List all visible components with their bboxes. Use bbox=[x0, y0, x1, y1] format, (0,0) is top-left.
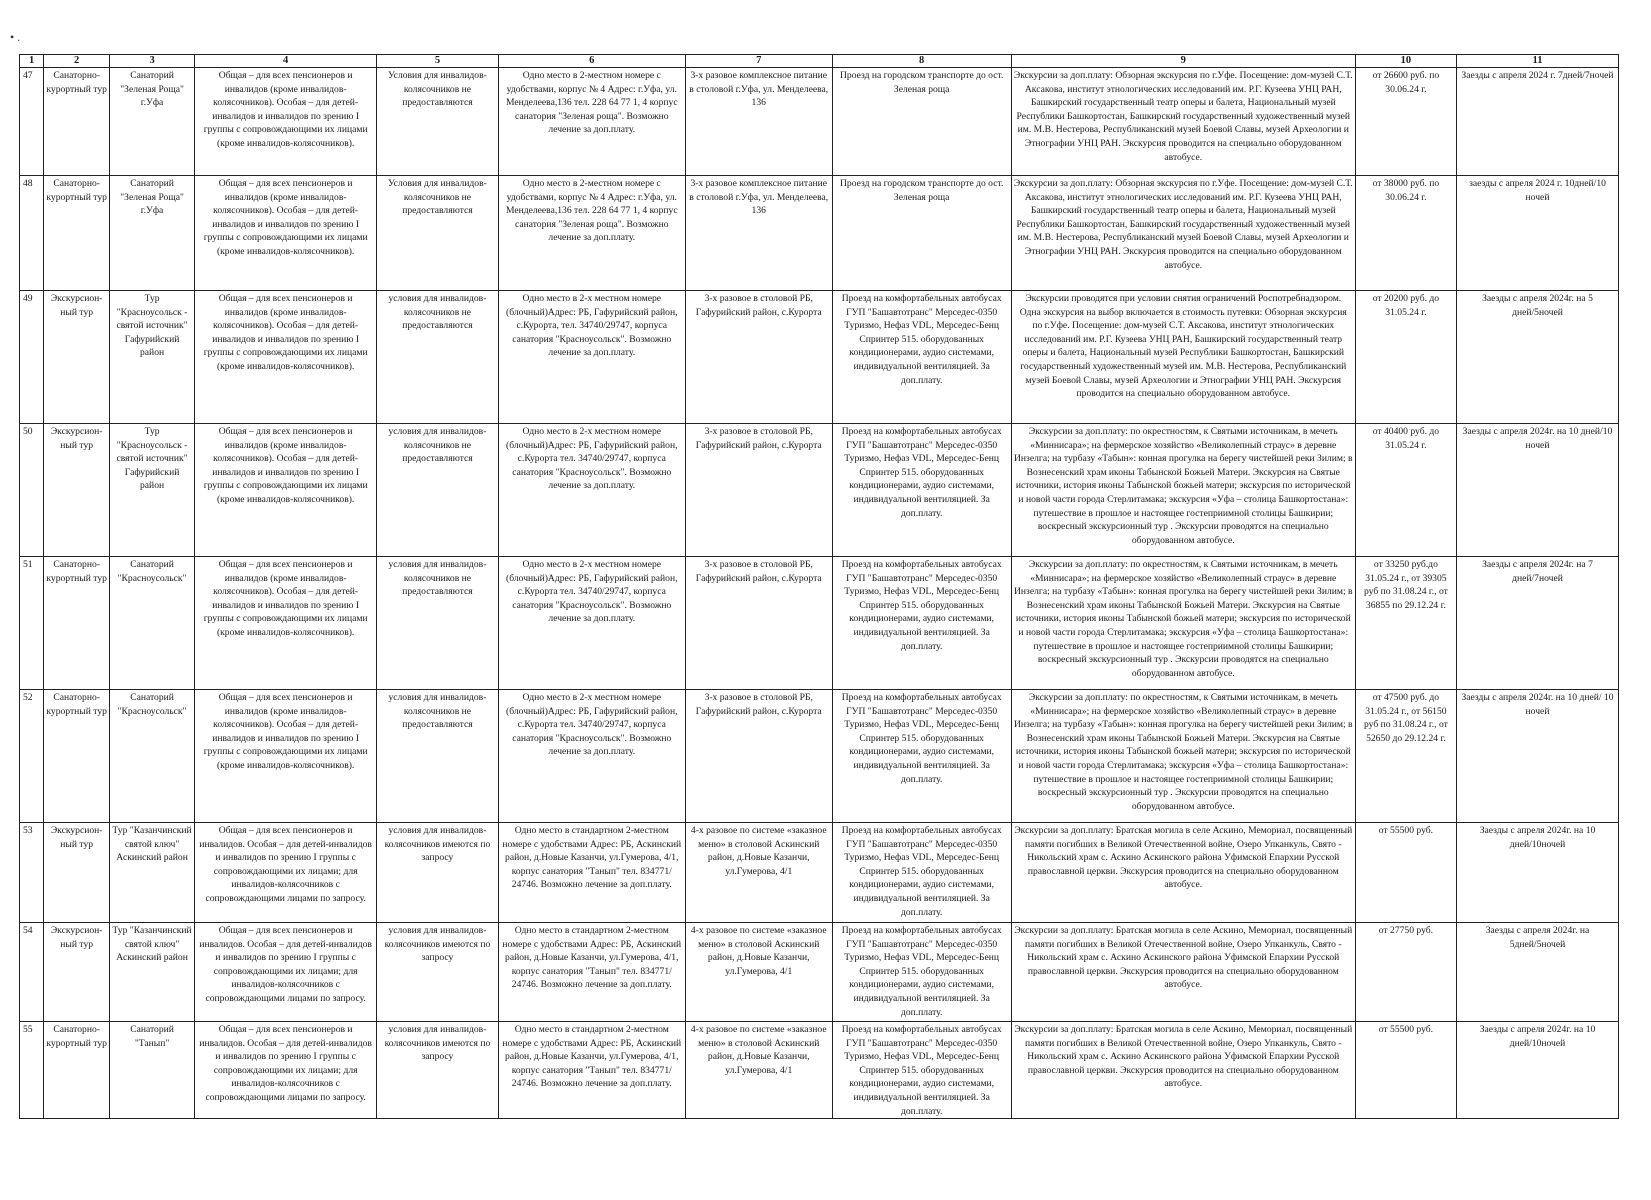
cell-meals: 3-х разовое комплексное питание в столовой г.Уфа, ул. Менделеева, 136 bbox=[685, 176, 832, 291]
scan-mark: • . bbox=[10, 30, 21, 44]
cell-eligibility: Общая – для всех пенсионеров и инвалидов (кроме инвалидов-колясочников). Особая – для детей-инвалидов и инвалидов по зрению I группы с сопровождающими их лицами (кроме инвалидов-колясочников). bbox=[195, 176, 377, 291]
table-row bbox=[20, 690, 1619, 823]
cell-tour-type: Экскурсион-ный тур bbox=[44, 291, 110, 424]
cell-accommodation: Одно место в стандартном 2-местном номере с удобствами Адрес: РБ, Аскинский район, д.Новые Казанчи, ул.Гумерова, 4/1, корпус санатория "Танып" тел. 834771/ 24746. Возможно лечение за доп.плату. bbox=[498, 923, 685, 1022]
cell-tour-name: Санаторий "Танып" bbox=[110, 1022, 195, 1119]
cell-row-number: 47 bbox=[20, 68, 44, 176]
cell-wheelchair-conditions: условия для инвалидов-колясочников имеются по запросу bbox=[377, 1022, 498, 1119]
column-header: 8 bbox=[832, 55, 1011, 68]
table-row bbox=[20, 557, 1619, 690]
cell-transport: Проезд на городском транспорте до ост. Зеленая роща bbox=[832, 176, 1011, 291]
cell-tour-name: Тур "Красноусольск - святой источник" Гафурийский район bbox=[110, 424, 195, 557]
table-row bbox=[20, 424, 1619, 557]
cell-meals: 4-х разовое по системе «заказное меню» в столовой Аскинский район, д.Новые Казанчи, ул.Гумерова, 4/1 bbox=[685, 923, 832, 1022]
cell-arrival-dates: Заезды с апреля 2024г. на 5дней/5ночей bbox=[1457, 923, 1619, 1022]
cell-tour-type: Санаторно-курортный тур bbox=[44, 690, 110, 823]
cell-tour-name: Санаторий "Красноусольск" bbox=[110, 557, 195, 690]
cell-transport: Проезд на комфортабельных автобусах ГУП "Башавтотранс" Мерседес-0350 Туризмо, Нефаз VDL, Мерседес-Бенц Спринтер 515. оборудованных кондиционерами, аудио системами, индивидуальной вентиляцией. За доп.плату. bbox=[832, 557, 1011, 690]
cell-tour-name: Санаторий "Зеленая Роща" г.Уфа bbox=[110, 68, 195, 176]
cell-accommodation: Одно место в 2-х местном номере (блочный)Адрес: РБ, Гафурийский район, с.Курорта тел. 34740/29747, корпуса санатория "Красноусольск". Возможно лечение за доп.плату. bbox=[498, 424, 685, 557]
cell-meals: 4-х разовое по системе «заказное меню» в столовой Аскинский район, д.Новые Казанчи, ул.Гумерова, 4/1 bbox=[685, 1022, 832, 1119]
cell-price: от 38000 руб. по 30.06.24 г. bbox=[1355, 176, 1456, 291]
cell-arrival-dates: Заезды с апреля 2024г. на 7 дней/7ночей bbox=[1457, 557, 1619, 690]
cell-row-number: 53 bbox=[20, 823, 44, 923]
cell-meals: 3-х разовое в столовой РБ, Гафурийский район, с.Курорта bbox=[685, 424, 832, 557]
cell-meals: 3-х разовое в столовой РБ, Гафурийский район, с.Курорта bbox=[685, 557, 832, 690]
cell-arrival-dates: заезды с апреля 2024 г. 10дней/10 ночей bbox=[1457, 176, 1619, 291]
cell-wheelchair-conditions: Условия для инвалидов-колясочников не предоставляются bbox=[377, 176, 498, 291]
cell-price: от 26600 руб. по 30.06.24 г. bbox=[1355, 68, 1456, 176]
column-header: 6 bbox=[498, 55, 685, 68]
cell-excursions: Экскурсии за доп.плату: Братская могила в селе Аскино, Мемориал, посвященный памяти погибших в Великой Отечественной войне, Озеро Упканкуль, Свято - Никольский храм с. Аскино Аскинского района Уфимской Епархии Русской православной церкви. Экскурсия проводится на специально оборудованном автобусе. bbox=[1011, 1022, 1355, 1119]
cell-meals: 3-х разовое комплексное питание в столовой г.Уфа, ул. Менделеева, 136 bbox=[685, 68, 832, 176]
column-header: 9 bbox=[1011, 55, 1355, 68]
table-row bbox=[20, 291, 1619, 424]
cell-wheelchair-conditions: условия для инвалидов-колясочников не предоставляются bbox=[377, 557, 498, 690]
cell-row-number: 50 bbox=[20, 424, 44, 557]
cell-tour-name: Тур "Казанчинский святой ключ" Аскинский район bbox=[110, 823, 195, 923]
cell-row-number: 51 bbox=[20, 557, 44, 690]
cell-arrival-dates: Заезды с апреля 2024г. на 10 дней/10 ночей bbox=[1457, 424, 1619, 557]
cell-eligibility: Общая – для всех пенсионеров и инвалидов (кроме инвалидов-колясочников). Особая – для детей-инвалидов и инвалидов по зрению I группы с сопровождающими их лицами (кроме инвалидов-колясочников). bbox=[195, 68, 377, 176]
cell-transport: Проезд на комфортабельных автобусах ГУП "Башавтотранс" Мерседес-0350 Туризмо, Нефаз VDL, Мерседес-Бенц Спринтер 515. оборудованных кондиционерами, аудио системами, индивидуальной вентиляцией. За доп.плату. bbox=[832, 823, 1011, 923]
cell-transport: Проезд на комфортабельных автобусах ГУП "Башавтотранс" Мерседес-0350 Туризмо, Нефаз VDL, Мерседес-Бенц Спринтер 515. оборудованных кондиционерами, аудио системами, индивидуальной вентиляцией. За доп.плату. bbox=[832, 1022, 1011, 1119]
cell-tour-type: Санаторно-курортный тур bbox=[44, 557, 110, 690]
cell-eligibility: Общая – для всех пенсионеров и инвалидов (кроме инвалидов-колясочников). Особая – для детей-инвалидов и инвалидов по зрению I группы с сопровождающими их лицами (кроме инвалидов-колясочников). bbox=[195, 557, 377, 690]
cell-row-number: 54 bbox=[20, 923, 44, 1022]
table-row bbox=[20, 923, 1619, 1022]
cell-excursions: Экскурсии за доп.плату: по окрестностям, к Святыми источникам, в мечеть «Миннисара»; на фермерское хозяйство «Великолепный страус» в деревне Инзелга; на турбазу «Табын»: конная прогулка на берегу чистейшей реки Зилим; в Вознесенский храм иконы Табынской Божьей Матери. Экскурсия на Святые источники, история иконы Табынской божьей матери; экскурсия по исторической и новой части города Стерлитамака; экскурсия «Уфа – столица Башкортостана»: путешествие в прошлое и настоящее гостеприимной столицы Башкирии; воскресный экскурсионный тур . Экскурсии проводятся на специально оборудованном автобусе. bbox=[1011, 424, 1355, 557]
cell-tour-type: Экскурсион-ный тур bbox=[44, 923, 110, 1022]
cell-transport: Проезд на комфортабельных автобусах ГУП "Башавтотранс" Мерседес-0350 Туризмо, Нефаз VDL, Мерседес-Бенц Спринтер 515. оборудованных кондиционерами, аудио системами, индивидуальной вентиляцией. За доп.плату. bbox=[832, 690, 1011, 823]
cell-arrival-dates: Заезды с апреля 2024 г. 7дней/7ночей bbox=[1457, 68, 1619, 176]
cell-accommodation: Одно место в 2-местном номере с удобствами, корпус № 4 Адрес: г.Уфа, ул. Менделеева,136 тел. 228 64 77 1, 4 корпус санатория "Зеленая роща". Возможно лечение за доп.плату. bbox=[498, 176, 685, 291]
cell-meals: 3-х разовое в столовой РБ, Гафурийский район, с.Курорта bbox=[685, 690, 832, 823]
cell-eligibility: Общая – для всех пенсионеров и инвалидов. Особая – для детей-инвалидов и инвалидов по зрению I группы с сопровождающими их лицами; для инвалидов-колясочников с сопровождающими лицами по запросу. bbox=[195, 923, 377, 1022]
cell-price: от 40400 руб. до 31.05.24 г. bbox=[1355, 424, 1456, 557]
cell-accommodation: Одно место в стандартном 2-местном номере с удобствами Адрес: РБ, Аскинский район, д.Новые Казанчи, ул.Гумерова, 4/1, корпус санатория "Танып" тел. 834771/ 24746. Возможно лечение за доп.плату. bbox=[498, 1022, 685, 1119]
cell-row-number: 48 bbox=[20, 176, 44, 291]
cell-price: от 55500 руб. bbox=[1355, 1022, 1456, 1119]
cell-transport: Проезд на комфортабельных автобусах ГУП "Башавтотранс" Мерседес-0350 Туризмо, Нефаз VDL, Мерседес-Бенц Спринтер 515. оборудованных кондиционерами, аудио системами, индивидуальной вентиляцией. За доп.плату. bbox=[832, 424, 1011, 557]
cell-arrival-dates: Заезды с апреля 2024г. на 10 дней/ 10 ночей bbox=[1457, 690, 1619, 823]
table-row bbox=[20, 176, 1619, 291]
cell-eligibility: Общая – для всех пенсионеров и инвалидов (кроме инвалидов-колясочников). Особая – для детей-инвалидов и инвалидов по зрению I группы с сопровождающими их лицами (кроме инвалидов-колясочников). bbox=[195, 690, 377, 823]
cell-wheelchair-conditions: условия для инвалидов-колясочников не предоставляются bbox=[377, 690, 498, 823]
column-header: 10 bbox=[1355, 55, 1456, 68]
cell-tour-type: Санаторно-курортный тур bbox=[44, 1022, 110, 1119]
tours-table bbox=[19, 54, 1619, 1119]
cell-price: от 33250 руб.до 31.05.24 г., от 39305 руб по 31.08.24 г., от 36855 по 29.12.24 г. bbox=[1355, 557, 1456, 690]
cell-wheelchair-conditions: условия для инвалидов-колясочников имеются по запросу bbox=[377, 823, 498, 923]
cell-accommodation: Одно место в 2-х местном номере (блочный)Адрес: РБ, Гафурийский район, с.Курорта тел. 34740/29747, корпуса санатория "Красноусольск". Возможно лечение за доп.плату. bbox=[498, 690, 685, 823]
column-header: 3 bbox=[110, 55, 195, 68]
table-row bbox=[20, 1022, 1619, 1119]
header-row bbox=[20, 55, 1619, 68]
cell-tour-name: Тур "Казанчинский святой ключ" Аскинский район bbox=[110, 923, 195, 1022]
cell-price: от 55500 руб. bbox=[1355, 823, 1456, 923]
cell-transport: Проезд на городском транспорте до ост. Зеленая роща bbox=[832, 68, 1011, 176]
column-header: 11 bbox=[1457, 55, 1619, 68]
cell-excursions: Экскурсии проводятся при условии снятия ограничений Роспотребнадзором. Одна экскурсия на выбор включается в стоимость путевки: Обзорная экскурсия по г.Уфе. Посещение: дом-музей С.Т. Аксакова, институт этнологических исследований им. Р.Г. Кузеева УНЦ РАН, Башкирский государственный театр оперы и балета, Национальный музей Республики Башкортостан, Башкирский государственный художественный музей им. М.В. Нестерова, Республиканский музей Боевой Славы, музей Археологии и Этнографии УНЦ РАН. Экскурсия проводится на специально оборудованном автобусе. bbox=[1011, 291, 1355, 424]
cell-price: от 47500 руб. до 31.05.24 г., от 56150 руб по 31.08.24 г., от 52650 до 29.12.24 г. bbox=[1355, 690, 1456, 823]
cell-row-number: 52 bbox=[20, 690, 44, 823]
cell-tour-type: Санаторно-курортный тур bbox=[44, 68, 110, 176]
cell-excursions: Экскурсии за доп.плату: Братская могила в селе Аскино, Мемориал, посвященный памяти погибших в Великой Отечественной войне, Озеро Упканкуль, Свято - Никольский храм с. Аскино Аскинского района Уфимской Епархии Русской православной церкви. Экскурсия проводится на специально оборудованном автобусе. bbox=[1011, 823, 1355, 923]
cell-price: от 27750 руб. bbox=[1355, 923, 1456, 1022]
cell-transport: Проезд на комфортабельных автобусах ГУП "Башавтотранс" Мерседес-0350 Туризмо, Нефаз VDL, Мерседес-Бенц Спринтер 515. оборудованных кондиционерами, аудио системами, индивидуальной вентиляцией. За доп.плату. bbox=[832, 291, 1011, 424]
table-row bbox=[20, 823, 1619, 923]
cell-eligibility: Общая – для всех пенсионеров и инвалидов. Особая – для детей-инвалидов и инвалидов по зрению I группы с сопровождающими их лицами; для инвалидов-колясочников с сопровождающими лицами по запросу. bbox=[195, 823, 377, 923]
cell-tour-name: Тур "Красноусольск - святой источник" Гафурийский район bbox=[110, 291, 195, 424]
cell-meals: 3-х разовое в столовой РБ, Гафурийский район, с.Курорта bbox=[685, 291, 832, 424]
cell-tour-name: Санаторий "Зеленая Роща" г.Уфа bbox=[110, 176, 195, 291]
column-header: 7 bbox=[685, 55, 832, 68]
cell-eligibility: Общая – для всех пенсионеров и инвалидов. Особая – для детей-инвалидов и инвалидов по зрению I группы с сопровождающими их лицами; для инвалидов-колясочников с сопровождающими лицами по запросу. bbox=[195, 1022, 377, 1119]
cell-accommodation: Одно место в 2-местном номере с удобствами, корпус № 4 Адрес: г.Уфа, ул. Менделеева,136 тел. 228 64 77 1, 4 корпус санатория "Зеленая роща". Возможно лечение за доп.плату. bbox=[498, 68, 685, 176]
cell-accommodation: Одно место в 2-х местном номере (блочный)Адрес: РБ, Гафурийский район, с.Курорта, тел. 34740/29747, корпуса санатория "Красноусольск". Возможно лечение за доп.плату. bbox=[498, 291, 685, 424]
cell-wheelchair-conditions: условия для инвалидов-колясочников имеются по запросу bbox=[377, 923, 498, 1022]
cell-row-number: 55 bbox=[20, 1022, 44, 1119]
cell-eligibility: Общая – для всех пенсионеров и инвалидов (кроме инвалидов-колясочников). Особая – для детей-инвалидов и инвалидов по зрению I группы с сопровождающими их лицами (кроме инвалидов-колясочников). bbox=[195, 291, 377, 424]
cell-transport: Проезд на комфортабельных автобусах ГУП "Башавтотранс" Мерседес-0350 Туризмо, Нефаз VDL, Мерседес-Бенц Спринтер 515. оборудованных кондиционерами, аудио системами, индивидуальной вентиляцией. За доп.плату. bbox=[832, 923, 1011, 1022]
cell-tour-type: Экскурсион-ный тур bbox=[44, 823, 110, 923]
cell-excursions: Экскурсии за доп.плату: по окрестностям, к Святыми источникам, в мечеть «Миннисара»; на фермерское хозяйство «Великолепный страус» в деревне Инзелга; на турбазу «Табын»: конная прогулка на берегу чистейшей реки Зилим; в Вознесенский храм иконы Табынской Божьей Матери. Экскурсия на Святые источники, история иконы Табынской божьей матери; экскурсия по исторической и новой части города Стерлитамака; экскурсия «Уфа – столица Башкортостана»: путешествие в прошлое и настоящее гостеприимной столицы Башкирии; воскресный экскурсионный тур . Экскурсии проводятся на специально оборудованном автобусе. bbox=[1011, 557, 1355, 690]
cell-wheelchair-conditions: Условия для инвалидов-колясочников не предоставляются bbox=[377, 68, 498, 176]
cell-accommodation: Одно место в стандартном 2-местном номере с удобствами Адрес: РБ, Аскинский район, д.Новые Казанчи, ул.Гумерова, 4/1, корпус санатория "Танып" тел. 834771/ 24746. Возможно лечение за доп.плату. bbox=[498, 823, 685, 923]
cell-arrival-dates: Заезды с апреля 2024г. на 10 дней/10ночей bbox=[1457, 823, 1619, 923]
cell-tour-type: Экскурсион-ный тур bbox=[44, 424, 110, 557]
cell-excursions: Экскурсии за доп.плату: по окрестностям, к Святыми источникам, в мечеть «Миннисара»; на фермерское хозяйство «Великолепный страус» в деревне Инзелга; на турбазу «Табын»: конная прогулка на берегу чистейшей реки Зилим; в Вознесенский храм иконы Табынской Божьей Матери. Экскурсия на Святые источники, история иконы Табынской божьей матери; экскурсия по исторической и новой части города Стерлитамака; экскурсия «Уфа – столица Башкортостана»: путешествие в прошлое и настоящее гостеприимной столицы Башкирии; воскресный экскурсионный тур . Экскурсии проводятся на специально оборудованном автобусе. bbox=[1011, 690, 1355, 823]
cell-excursions: Экскурсии за доп.плату: Братская могила в селе Аскино, Мемориал, посвященный памяти погибших в Великой Отечественной войне, Озеро Упканкуль, Свято - Никольский храм с. Аскино Аскинского района Уфимской Епархии Русской православной церкви. Экскурсия проводится на специально оборудованном автобусе. bbox=[1011, 923, 1355, 1022]
column-header: 4 bbox=[195, 55, 377, 68]
cell-excursions: Экскурсии за доп.плату: Обзорная экскурсия по г.Уфе. Посещение: дом-музей С.Т. Аксакова, институт этнологических исследований им. Р.Г. Кузеева УНЦ РАН, Башкирский государственный театр оперы и балета, Национальный музей Республики Башкортостан, Башкирский государственный художественный музей им. М.В. Нестерова, Республиканский музей Боевой Славы, музей Археологии и Этнографии УНЦ РАН. Экскурсия проводится на специально оборудованном автобусе. bbox=[1011, 176, 1355, 291]
table-row bbox=[20, 68, 1619, 176]
cell-arrival-dates: Заезды с апреля 2024г. на 5 дней/5ночей bbox=[1457, 291, 1619, 424]
cell-tour-name: Санаторий "Красноусольск" bbox=[110, 690, 195, 823]
cell-excursions: Экскурсии за доп.плату: Обзорная экскурсия по г.Уфе. Посещение: дом-музей С.Т. Аксакова, институт этнологических исследований им. Р.Г. Кузеева УНЦ РАН, Башкирский государственный театр оперы и балета, Национальный музей Республики Башкортостан, Башкирский государственный художественный музей им. М.В. Нестерова, Республиканский музей Боевой Славы, музей Археологии и Этнографии УНЦ РАН. Экскурсия проводится на специально оборудованном автобусе. bbox=[1011, 68, 1355, 176]
column-header: 1 bbox=[20, 55, 44, 68]
cell-eligibility: Общая – для всех пенсионеров и инвалидов (кроме инвалидов-колясочников). Особая – для детей-инвалидов и инвалидов по зрению I группы с сопровождающими их лицами (кроме инвалидов-колясочников). bbox=[195, 424, 377, 557]
column-header: 2 bbox=[44, 55, 110, 68]
cell-row-number: 49 bbox=[20, 291, 44, 424]
cell-meals: 4-х разовое по системе «заказное меню» в столовой Аскинский район, д.Новые Казанчи, ул.Гумерова, 4/1 bbox=[685, 823, 832, 923]
column-header: 5 bbox=[377, 55, 498, 68]
cell-wheelchair-conditions: условия для инвалидов-колясочников не предоставляются bbox=[377, 291, 498, 424]
cell-wheelchair-conditions: условия для инвалидов-колясочников не предоставляются bbox=[377, 424, 498, 557]
cell-accommodation: Одно место в 2-х местном номере (блочный)Адрес: РБ, Гафурийский район, с.Курорта тел. 34740/29747, корпуса санатория "Красноусольск". Возможно лечение за доп.плату. bbox=[498, 557, 685, 690]
cell-arrival-dates: Заезды с апреля 2024г. на 10 дней/10ночей bbox=[1457, 1022, 1619, 1119]
cell-price: от 20200 руб. до 31.05.24 г. bbox=[1355, 291, 1456, 424]
cell-tour-type: Санаторно-курортный тур bbox=[44, 176, 110, 291]
